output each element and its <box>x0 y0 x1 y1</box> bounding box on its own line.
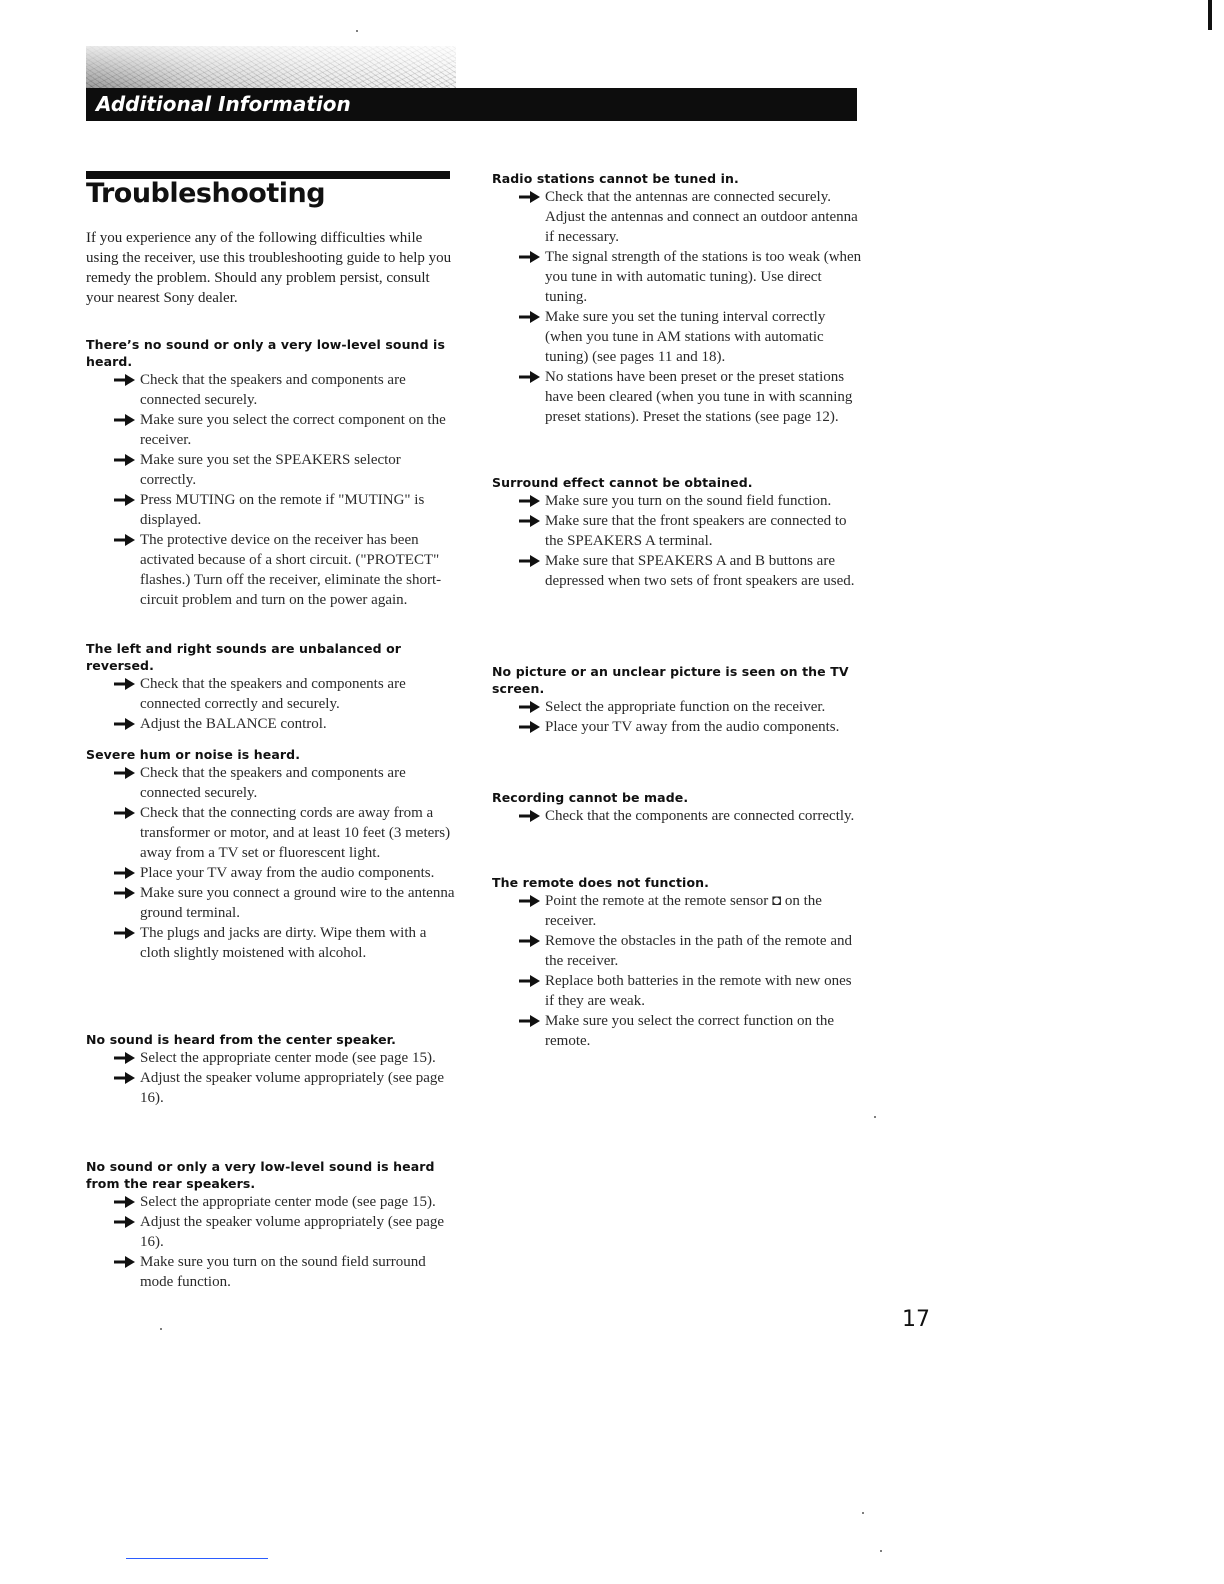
remedy-text: Adjust the BALANCE control. <box>140 716 327 732</box>
arrow-icon <box>114 490 140 510</box>
arrow-icon <box>114 370 140 390</box>
arrow-icon <box>114 1048 140 1068</box>
arrow-icon <box>114 1212 140 1232</box>
arrow-icon <box>519 697 545 717</box>
remedy-text: Make sure that the front speakers are connected to the SPEAKERS A terminal. <box>545 513 847 549</box>
remedy-item <box>86 450 458 490</box>
scan-speck <box>880 1550 882 1552</box>
right-arrow-icon <box>114 494 136 506</box>
remedy-text: Check that the connecting cords are away from a transformer or motor, and at least 10 feet (3 meters) away from a TV set or fluorescent light. <box>140 805 451 861</box>
arrow-icon <box>114 674 140 694</box>
remedy-item <box>86 490 458 530</box>
remedy-list <box>492 806 862 826</box>
remedy-text: Select the appropriate center mode (see page 15). <box>140 1194 436 1210</box>
arrow-icon <box>114 923 140 943</box>
right-arrow-icon <box>114 867 136 879</box>
arrow-icon <box>519 247 545 267</box>
troubleshooting-section <box>492 474 862 591</box>
remedy-item <box>86 803 458 863</box>
right-arrow-icon <box>519 251 541 263</box>
arrow-icon <box>114 883 140 903</box>
right-arrow-icon <box>114 534 136 546</box>
right-arrow-icon <box>519 555 541 567</box>
arrow-icon <box>519 307 545 327</box>
troubleshooting-section <box>86 746 458 963</box>
arrow-icon <box>519 367 545 387</box>
right-arrow-icon <box>114 678 136 690</box>
right-arrow-icon <box>519 371 541 383</box>
remedy-text: Make sure you set the tuning interval correctly (when you tune in AM stations with automatic tuning) (see pages 11 and 18). <box>545 309 826 365</box>
remedy-text: Select the appropriate function on the receiver. <box>545 699 826 715</box>
section-header-title: Additional Information <box>96 92 351 116</box>
right-arrow-icon <box>519 191 541 203</box>
scan-speck <box>862 1512 864 1514</box>
arrow-icon <box>114 1068 140 1088</box>
header-texture <box>86 46 456 88</box>
right-arrow-icon <box>114 454 136 466</box>
arrow-icon <box>114 714 140 734</box>
remedy-item <box>86 923 458 963</box>
right-arrow-icon <box>114 1216 136 1228</box>
remedy-item <box>492 717 862 737</box>
remedy-item <box>492 1011 862 1051</box>
remedy-list <box>86 763 458 963</box>
remedy-text: Remove the obstacles in the path of the remote and the receiver. <box>545 933 852 969</box>
remedy-text: Adjust the speaker volume appropriately (see page 16). <box>140 1214 445 1250</box>
remedy-item <box>492 931 862 971</box>
remedy-text: Press MUTING on the remote if "MUTING" is displayed. <box>140 492 425 528</box>
page-edge-mark <box>1208 0 1212 30</box>
right-arrow-icon <box>114 807 136 819</box>
remedy-item <box>492 491 862 511</box>
right-arrow-icon <box>519 935 541 947</box>
remedy-item <box>86 410 458 450</box>
remedy-item <box>492 247 862 307</box>
right-arrow-icon <box>114 1072 136 1084</box>
remedy-item <box>492 307 862 367</box>
right-arrow-icon <box>114 1052 136 1064</box>
remedy-text: The signal strength of the stations is too weak (when you tune in with automatic tuning). Use direct tuning. <box>545 249 862 305</box>
remedy-item <box>86 1192 458 1212</box>
troubleshooting-section <box>86 1031 458 1108</box>
right-arrow-icon <box>519 975 541 987</box>
remedy-text: The protective device on the receiver has been activated because of a short circuit. ("PROTECT" flashes.) Turn off the receiver, eliminate the short-circuit problem and turn on the power again. <box>140 532 442 608</box>
problem-heading: No sound or only a very low-level sound is heard from the rear speakers. <box>86 1159 435 1191</box>
remedy-text: Make sure that SPEAKERS A and B buttons are depressed when two sets of front speakers are used. <box>545 553 855 589</box>
remedy-item <box>492 806 862 826</box>
right-arrow-icon <box>519 895 541 907</box>
bottom-rule <box>126 1558 268 1559</box>
right-arrow-icon <box>114 718 136 730</box>
remedy-item <box>86 863 458 883</box>
remedy-text: Point the remote at the remote sensor ◘ on the receiver. <box>545 893 822 929</box>
troubleshooting-section <box>86 640 458 734</box>
problem-heading: No sound is heard from the center speaker. <box>86 1032 396 1047</box>
remedy-text: Make sure you turn on the sound field surround mode function. <box>140 1254 426 1290</box>
problem-heading: The left and right sounds are unbalanced or reversed. <box>86 641 402 673</box>
remedy-text: No stations have been preset or the preset stations have been cleared (when you tune in with scanning preset stations). Preset the stations (see page 12). <box>545 369 853 425</box>
remedy-item <box>492 187 862 247</box>
remedy-list <box>492 891 862 1051</box>
remedy-list <box>492 697 862 737</box>
remedy-list <box>492 491 862 591</box>
remedy-item <box>86 1212 458 1252</box>
problem-heading: There’s no sound or only a very low-level sound is heard. <box>86 337 445 369</box>
remedy-text: Check that the speakers and components are connected correctly and securely. <box>140 676 406 712</box>
remedy-item <box>492 697 862 717</box>
remedy-list <box>86 370 458 610</box>
arrow-icon <box>114 803 140 823</box>
remedy-text: Check that the components are connected correctly. <box>545 808 855 824</box>
page-number: 17 <box>902 1307 930 1332</box>
remedy-item <box>492 367 862 427</box>
arrow-icon <box>519 891 545 911</box>
scan-speck <box>356 30 358 32</box>
right-arrow-icon <box>114 374 136 386</box>
arrow-icon <box>114 1192 140 1212</box>
intro-paragraph: If you experience any of the following difficulties while using the receiver, use this troubleshooting guide to help you remedy the problem. Should any problem persist, consult your nearest Sony dealer. <box>86 230 452 306</box>
right-arrow-icon <box>519 495 541 507</box>
remedy-text: Make sure you turn on the sound field function. <box>545 493 832 509</box>
arrow-icon <box>519 1011 545 1031</box>
problem-heading: Recording cannot be made. <box>492 790 689 805</box>
right-arrow-icon <box>114 887 136 899</box>
problem-heading: Severe hum or noise is heard. <box>86 747 301 762</box>
remedy-item <box>86 1048 458 1068</box>
remedy-item <box>86 883 458 923</box>
arrow-icon <box>114 1252 140 1272</box>
remedy-item <box>86 370 458 410</box>
remedy-item <box>86 674 458 714</box>
remedy-item <box>492 891 862 931</box>
arrow-icon <box>519 971 545 991</box>
remedy-text: Make sure you connect a ground wire to the antenna ground terminal. <box>140 885 455 921</box>
problem-heading: Surround effect cannot be obtained. <box>492 475 753 490</box>
arrow-icon <box>519 551 545 571</box>
arrow-icon <box>519 931 545 951</box>
problem-heading: The remote does not function. <box>492 875 709 890</box>
right-arrow-icon <box>519 701 541 713</box>
remedy-text: Check that the antennas are connected securely. Adjust the antennas and connect an outdoor antenna if necessary. <box>545 189 858 245</box>
remedy-item <box>492 551 862 591</box>
troubleshooting-section <box>86 1158 458 1292</box>
remedy-item <box>492 511 862 551</box>
right-arrow-icon <box>519 515 541 527</box>
remedy-list <box>86 1048 458 1108</box>
remedy-item <box>492 971 862 1011</box>
remedy-list <box>492 187 862 427</box>
remedy-item <box>86 763 458 803</box>
right-arrow-icon <box>114 1256 136 1268</box>
remedy-item <box>86 1068 458 1108</box>
right-arrow-icon <box>519 721 541 733</box>
troubleshooting-section <box>492 789 862 826</box>
right-arrow-icon <box>519 810 541 822</box>
remedy-text: Adjust the speaker volume appropriately (see page 16). <box>140 1070 445 1106</box>
remedy-item <box>86 714 458 734</box>
remedy-text: Make sure you set the SPEAKERS selector correctly. <box>140 452 401 488</box>
arrow-icon <box>519 806 545 826</box>
remedy-text: Place your TV away from the audio components. <box>545 719 840 735</box>
right-arrow-icon <box>519 1015 541 1027</box>
remedy-list <box>86 674 458 734</box>
remedy-text: Make sure you select the correct function on the remote. <box>545 1013 835 1049</box>
arrow-icon <box>519 187 545 207</box>
scan-speck <box>160 1328 162 1330</box>
arrow-icon <box>114 863 140 883</box>
remedy-text: Make sure you select the correct component on the receiver. <box>140 412 446 448</box>
remedy-text: Place your TV away from the audio components. <box>140 865 435 881</box>
troubleshooting-section <box>86 336 458 610</box>
scan-speck <box>874 1116 876 1118</box>
troubleshooting-section <box>492 874 862 1051</box>
remedy-text: Select the appropriate center mode (see page 15). <box>140 1050 436 1066</box>
arrow-icon <box>519 511 545 531</box>
arrow-icon <box>519 717 545 737</box>
remedy-text: Check that the speakers and components are connected securely. <box>140 765 406 801</box>
arrow-icon <box>519 491 545 511</box>
right-arrow-icon <box>519 311 541 323</box>
troubleshooting-section <box>492 170 862 427</box>
arrow-icon <box>114 763 140 783</box>
arrow-icon <box>114 530 140 550</box>
arrow-icon <box>114 410 140 430</box>
remedy-item <box>86 530 458 610</box>
problem-heading: Radio stations cannot be tuned in. <box>492 171 739 186</box>
right-arrow-icon <box>114 1196 136 1208</box>
remedy-text: The plugs and jacks are dirty. Wipe them with a cloth slightly moistened with alcohol. <box>140 925 427 961</box>
right-arrow-icon <box>114 767 136 779</box>
right-arrow-icon <box>114 414 136 426</box>
remedy-text: Check that the speakers and components are connected securely. <box>140 372 406 408</box>
problem-heading: No picture or an unclear picture is seen on the TV screen. <box>492 664 849 696</box>
right-arrow-icon <box>114 927 136 939</box>
page-title: Troubleshooting <box>86 178 326 209</box>
remedy-list <box>86 1192 458 1292</box>
remedy-item <box>86 1252 458 1292</box>
troubleshooting-section <box>492 663 862 737</box>
arrow-icon <box>114 450 140 470</box>
remedy-text: Replace both batteries in the remote with new ones if they are weak. <box>545 973 852 1009</box>
